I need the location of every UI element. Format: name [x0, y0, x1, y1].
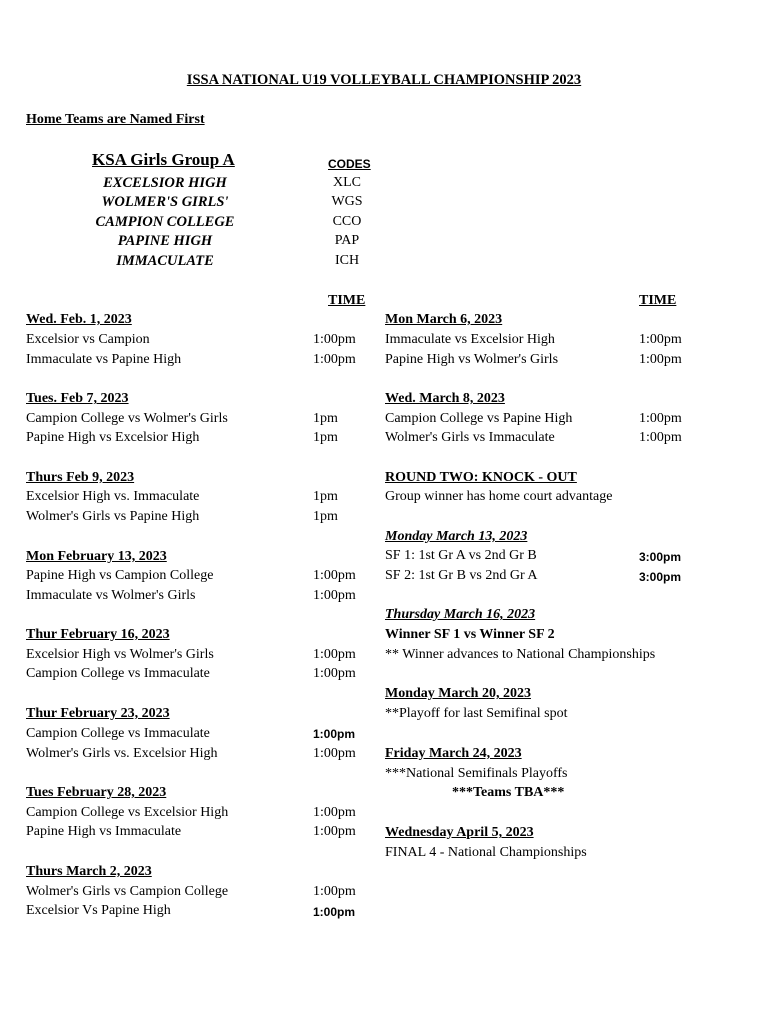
match-time: 1:00pm [639, 352, 682, 367]
time-header-right: TIME [639, 293, 677, 308]
match-text: Wolmer's Girls vs. Excelsior High [26, 746, 218, 761]
teams-tba: ***Teams TBA*** [452, 785, 565, 800]
home-teams-note: Home Teams are Named First [26, 112, 205, 127]
match-time: 1:00pm [313, 905, 356, 919]
match-time: 1:00pm [639, 430, 682, 445]
date-heading: Tues February 28, 2023 [26, 785, 167, 800]
team-code: WGS [331, 194, 363, 209]
match-text: Campion College vs Papine High [385, 411, 573, 426]
time-header-left: TIME [328, 293, 366, 308]
match-time: 1:00pm [313, 352, 356, 367]
date-heading: Mon March 6, 2023 [385, 312, 503, 327]
group-name: KSA Girls Group A [92, 150, 235, 169]
date-heading: Thur February 23, 2023 [26, 706, 170, 721]
team-name: EXCELSIOR HIGH [103, 175, 227, 191]
match-text: Campion College vs Immaculate [26, 726, 210, 741]
match-text: Immaculate vs Excelsior High [385, 332, 555, 347]
date-heading: Thurs March 2, 2023 [26, 864, 152, 879]
date-heading: Wed. Feb. 1, 2023 [26, 312, 132, 327]
codes-header: CODES [328, 157, 371, 171]
round-two-heading: ROUND TWO: KNOCK - OUT [385, 470, 577, 485]
match-text: Immaculate vs Papine High [26, 352, 182, 367]
team-code: PAP [334, 233, 360, 248]
match-time: 1:00pm [313, 746, 356, 761]
match-text: Campion College vs Wolmer's Girls [26, 411, 228, 426]
match-text: Excelsior High vs Wolmer's Girls [26, 647, 214, 662]
date-heading: Friday March 24, 2023 [385, 746, 522, 761]
match-time: 3:00pm [639, 550, 682, 564]
match-time: 1pm [313, 489, 338, 504]
match-time: 1pm [313, 509, 338, 524]
match-text: Papine High vs Excelsior High [26, 430, 200, 445]
match-text: Wolmer's Girls vs Immaculate [385, 430, 555, 445]
match-text: Papine High vs Campion College [26, 568, 214, 583]
match-time: 1:00pm [639, 332, 682, 347]
date-heading: Wed. March 8, 2023 [385, 391, 505, 406]
team-name: CAMPION COLLEGE [95, 214, 235, 230]
date-heading: Thurs Feb 9, 2023 [26, 470, 135, 485]
match-text: Wolmer's Girls vs Campion College [26, 884, 229, 899]
final-note: ** Winner advances to National Championships [385, 647, 656, 662]
match-time: 1:00pm [313, 588, 356, 603]
match-time: 3:00pm [639, 570, 682, 584]
team-name: IMMACULATE [116, 253, 214, 269]
match-time: 1:00pm [313, 805, 356, 820]
date-heading: Tues. Feb 7, 2023 [26, 391, 129, 406]
date-heading: Thur February 16, 2023 [26, 627, 170, 642]
match-text: SF 2: 1st Gr B vs 2nd Gr A [385, 568, 538, 583]
team-code: ICH [334, 253, 360, 268]
match-time: 1pm [313, 411, 338, 426]
match-text: Excelsior High vs. Immaculate [26, 489, 200, 504]
date-heading: Mon February 13, 2023 [26, 549, 167, 564]
team-name: PAPINE HIGH [117, 233, 213, 249]
match-text: Immaculate vs Wolmer's Girls [26, 588, 196, 603]
date-heading: Monday March 13, 2023 [385, 529, 528, 544]
team-code: CCO [332, 214, 362, 229]
match-time: 1:00pm [313, 666, 356, 681]
team-code: XLC [333, 175, 361, 190]
match-text: Wolmer's Girls vs Papine High [26, 509, 200, 524]
date-heading: Thursday March 16, 2023 [385, 607, 536, 622]
match-text: Papine High vs Immaculate [26, 824, 182, 839]
match-text: Papine High vs Wolmer's Girls [385, 352, 559, 367]
date-heading: Wednesday April 5, 2023 [385, 825, 534, 840]
date-heading: Monday March 20, 2023 [385, 686, 531, 701]
match-time: 1:00pm [313, 568, 356, 583]
match-time: 1:00pm [313, 727, 356, 741]
semifinals-note: ***National Semifinals Playoffs [385, 766, 568, 781]
match-time: 1:00pm [639, 411, 682, 426]
playoff-note: **Playoff for last Semifinal spot [385, 706, 568, 721]
match-text: Excelsior vs Campion [26, 332, 150, 347]
match-time: 1pm [313, 430, 338, 445]
match-text: Excelsior Vs Papine High [26, 903, 171, 918]
match-text: Campion College vs Excelsior High [26, 805, 229, 820]
match-text: Campion College vs Immaculate [26, 666, 210, 681]
final-four-note: FINAL 4 - National Championships [385, 845, 587, 860]
team-name: WOLMER'S GIRLS' [101, 194, 229, 210]
page-title: ISSA NATIONAL U19 VOLLEYBALL CHAMPIONSHIP 2023 [186, 72, 582, 88]
match-time: 1:00pm [313, 824, 356, 839]
round-two-note: Group winner has home court advantage [385, 489, 613, 504]
match-time: 1:00pm [313, 884, 356, 899]
match-time: 1:00pm [313, 647, 356, 662]
final-match: Winner SF 1 vs Winner SF 2 [385, 627, 555, 642]
match-text: SF 1: 1st Gr A vs 2nd Gr B [385, 548, 537, 563]
match-time: 1:00pm [313, 332, 356, 347]
